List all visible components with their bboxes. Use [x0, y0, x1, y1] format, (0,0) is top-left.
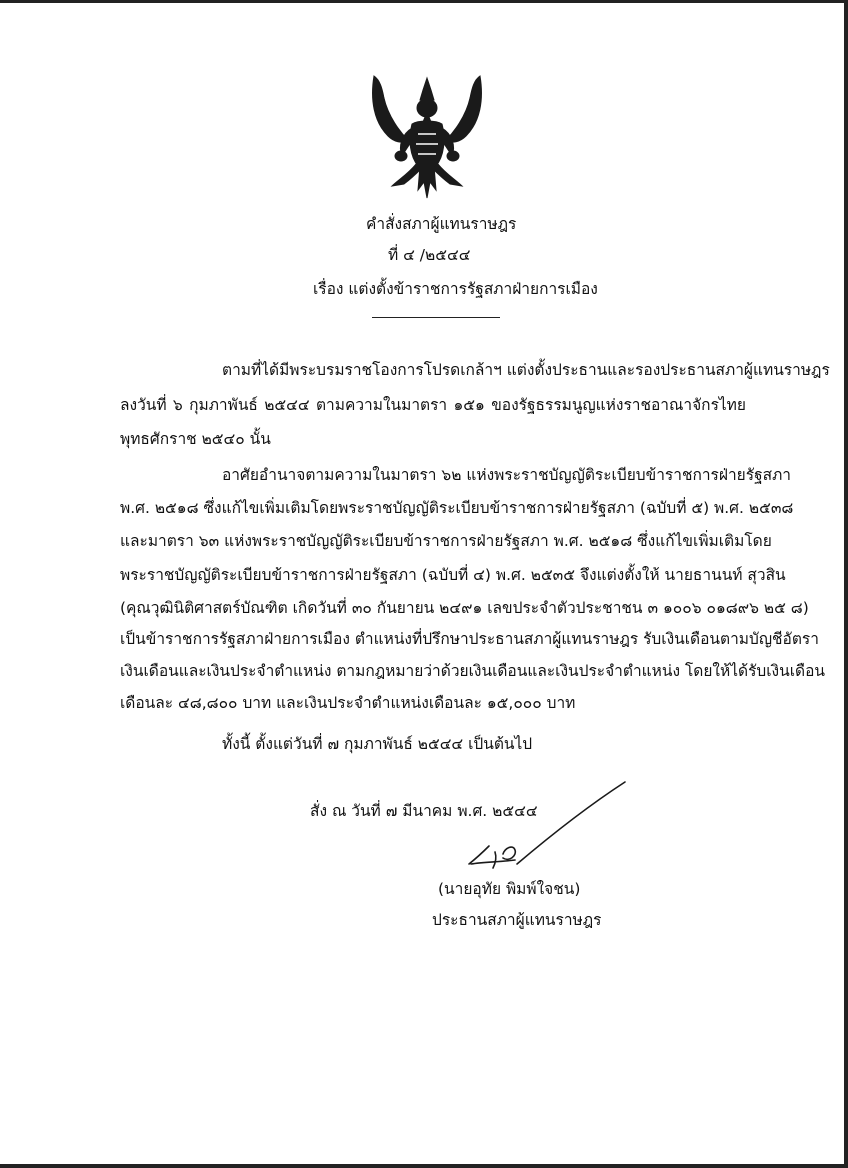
garuda-emblem-icon [368, 70, 486, 202]
paragraph-1-line-3: พุทธศักราช ๒๕๔๐ นั้น [120, 430, 271, 448]
page-border-top [0, 0, 848, 3]
paragraph-1-line-1: ตามที่ได้มีพระบรมราชโองการโปรดเกล้าฯ แต่งตั้งประธานและรองประธานสภาผู้แทนราษฎร [222, 361, 830, 379]
paragraph-2-line-6: เป็นข้าราชการรัฐสภาฝ่ายการเมือง ตำแหน่งที่ปรึกษาประธานสภาผู้แทนราษฎร รับเงินเดือนตามบัญชีอัตรา [120, 630, 819, 648]
paragraph-3: ทั้งนี้ ตั้งแต่วันที่ ๗ กุมภาพันธ์ ๒๕๔๔ เป็นต้นไป [222, 735, 533, 753]
order-number: ที่ ๔ /๒๕๔๔ [388, 246, 471, 264]
handwritten-signature [455, 778, 635, 878]
paragraph-2-line-8: เดือนละ ๔๘,๘๐๐ บาท และเงินประจำตำแหน่งเดือนละ ๑๕,๐๐๐ บาท [120, 694, 576, 712]
signer-title: ประธานสภาผู้แทนราษฎร [432, 911, 602, 929]
page-border-right [844, 0, 848, 1168]
paragraph-1-line-2: ลงวันที่ ๖ กุมภาพันธ์ ๒๕๔๔ ตามความในมาตรา ๑๕๑ ของรัฐธรรมนูญแห่งราชอาณาจักรไทย [120, 396, 746, 414]
paragraph-2-line-3: และมาตรา ๖๓ แห่งพระราชบัญญัติระเบียบข้าราชการฝ่ายรัฐสภา พ.ศ. ๒๕๑๘ ซึ่งแก้ไขเพิ่มเติมโดย [120, 532, 772, 550]
paragraph-2-line-1: อาศัยอำนาจตามความในมาตรา ๖๒ แห่งพระราชบัญญัติระเบียบข้าราชการฝ่ายรัฐสภา [222, 466, 792, 484]
page-border-bottom [0, 1164, 848, 1168]
paragraph-2-line-5: (คุณวุฒินิติศาสตร์บัณฑิต เกิดวันที่ ๓๐ กันยายน ๒๔๙๑ เลขประจำตัวประชาชน ๓ ๑๐๐๖ ๐๑๘๙๖ ๒๕ ๘) [120, 599, 809, 617]
order-date: สั่ง ณ วันที่ ๗ มีนาคม พ.ศ. ๒๕๔๔ [310, 802, 538, 820]
paragraph-2-line-4: พระราชบัญญัติระเบียบข้าราชการฝ่ายรัฐสภา (ฉบับที่ ๔) พ.ศ. ๒๕๓๕ จึงแต่งตั้งให้ นายธานนท์ สุวสิน [120, 566, 786, 584]
header-divider [372, 317, 500, 318]
paragraph-2-line-2: พ.ศ. ๒๕๑๘ ซึ่งแก้ไขเพิ่มเติมโดยพระราชบัญญัติระเบียบข้าราชการฝ่ายรัฐสภา (ฉบับที่ ๕) พ.ศ. ๒๕๓๘ [120, 499, 794, 517]
order-title: คำสั่งสภาผู้แทนราษฎร [366, 215, 517, 233]
signer-name: (นายอุทัย พิมพ์ใจชน) [438, 880, 581, 898]
paragraph-2-line-7: เงินเดือนและเงินประจำตำแหน่ง ตามกฎหมายว่าด้วยเงินเดือนและเงินประจำตำแหน่ง โดยให้ได้รับเงินเดือน [120, 662, 825, 680]
order-subject: เรื่อง แต่งตั้งข้าราชการรัฐสภาฝ่ายการเมือง [313, 280, 598, 298]
